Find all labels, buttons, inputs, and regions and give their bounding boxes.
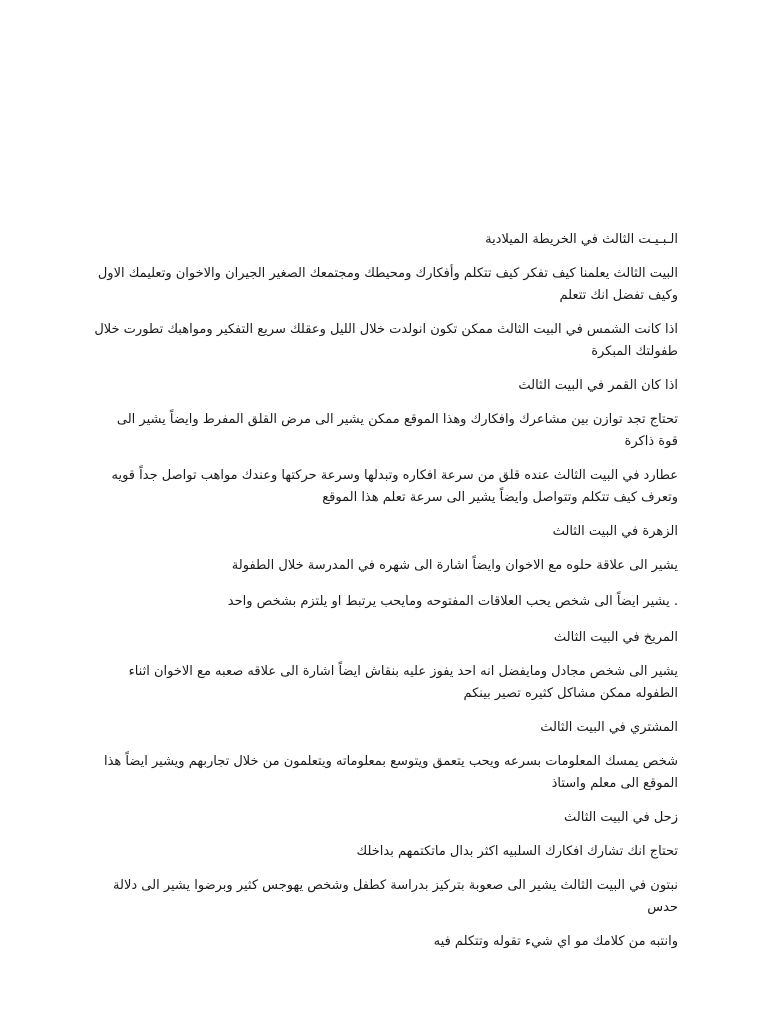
paragraph: يشير الى شخص مجادل ومايفضل انه احد يفوز عليه بنقاش ايضاً اشارة الى علاقه صعبه مع الاخوان اثناء الطفوله ممكن مشاكل كثيره تصير بينكم bbox=[128, 664, 678, 701]
document-body bbox=[94, 229, 678, 965]
section-heading-mars: المريخ في البيت الثالث bbox=[553, 630, 678, 645]
paragraph: نبتون في البيت الثالث يشير الى صعوبة بتركيز بدراسة كطفل وشخص يهوجس كثير وبرضوا يشير الى دلالة حدس bbox=[113, 878, 678, 915]
section-heading-moon: اذا كان القمر في البيت الثالث bbox=[518, 378, 678, 393]
paragraph: يشير الى علاقة حلوه مع الاخوان وايضاً اشارة الى شهره في المدرسة خلال الطفولة bbox=[231, 558, 678, 573]
paragraph: وانتبه من كلامك مو اي شيء تقوله وتتكلم فيه bbox=[433, 934, 678, 949]
section-heading-jupiter: المشتري في البيت الثالث bbox=[540, 720, 678, 735]
paragraph: تحتاج انك تشارك افكارك السلبيه اكثر بدال ماتكتمهم بداخلك bbox=[356, 844, 678, 859]
paragraph: تحتاج تجد توازن بين مشاعرك وافكارك وهذا الموقع ممكن يشير الى مرض القلق المفرط وايضاً يشير الى قوة ذاكرة bbox=[116, 412, 678, 449]
paragraph: . يشير ايضاً الى شخص يحب العلاقات المفتوحه ومايحب يرتبط او يلتزم بشخص واحد bbox=[227, 594, 678, 609]
paragraph: عطارد في البيت الثالث عنده قلق من سرعة افكاره وتبدلها وسرعة حركتها وعندك مواهب تواصل جداً قويه وتعرف كيف تتكلم وتتواصل وايضاً يشير الى سرعة تعلم هذا الموقع bbox=[111, 468, 678, 505]
section-heading-venus: الزهرة في البيت الثالث bbox=[552, 524, 678, 539]
paragraph: اذا كانت الشمس في البيت الثالث ممكن تكون انولدت خلال الليل وعقلك سريع التفكير ومواهبك تطورت خلال طفولتك المبكرة bbox=[94, 322, 678, 359]
paragraph: شخص يمسك المعلومات بسرعه ويحب يتعمق ويتوسع بمعلوماته ويتعلمون من خلال تجاربهم ويشير ايضاً هذا الموقع الى معلم واستاذ bbox=[103, 754, 678, 791]
document-title: الـبـيـت الثالث في الخريطة الميلادية bbox=[485, 232, 678, 247]
section-heading-saturn: زحل في البيت الثالث bbox=[564, 810, 678, 825]
paragraph: البيت الثالث يعلمنا كيف تفكر كيف تتكلم وأفكارك ومحيطك ومجتمعك الصغير الجيران والاخوان وتعليمك الاول وكيف تفضل انك تتعلم bbox=[97, 266, 678, 303]
